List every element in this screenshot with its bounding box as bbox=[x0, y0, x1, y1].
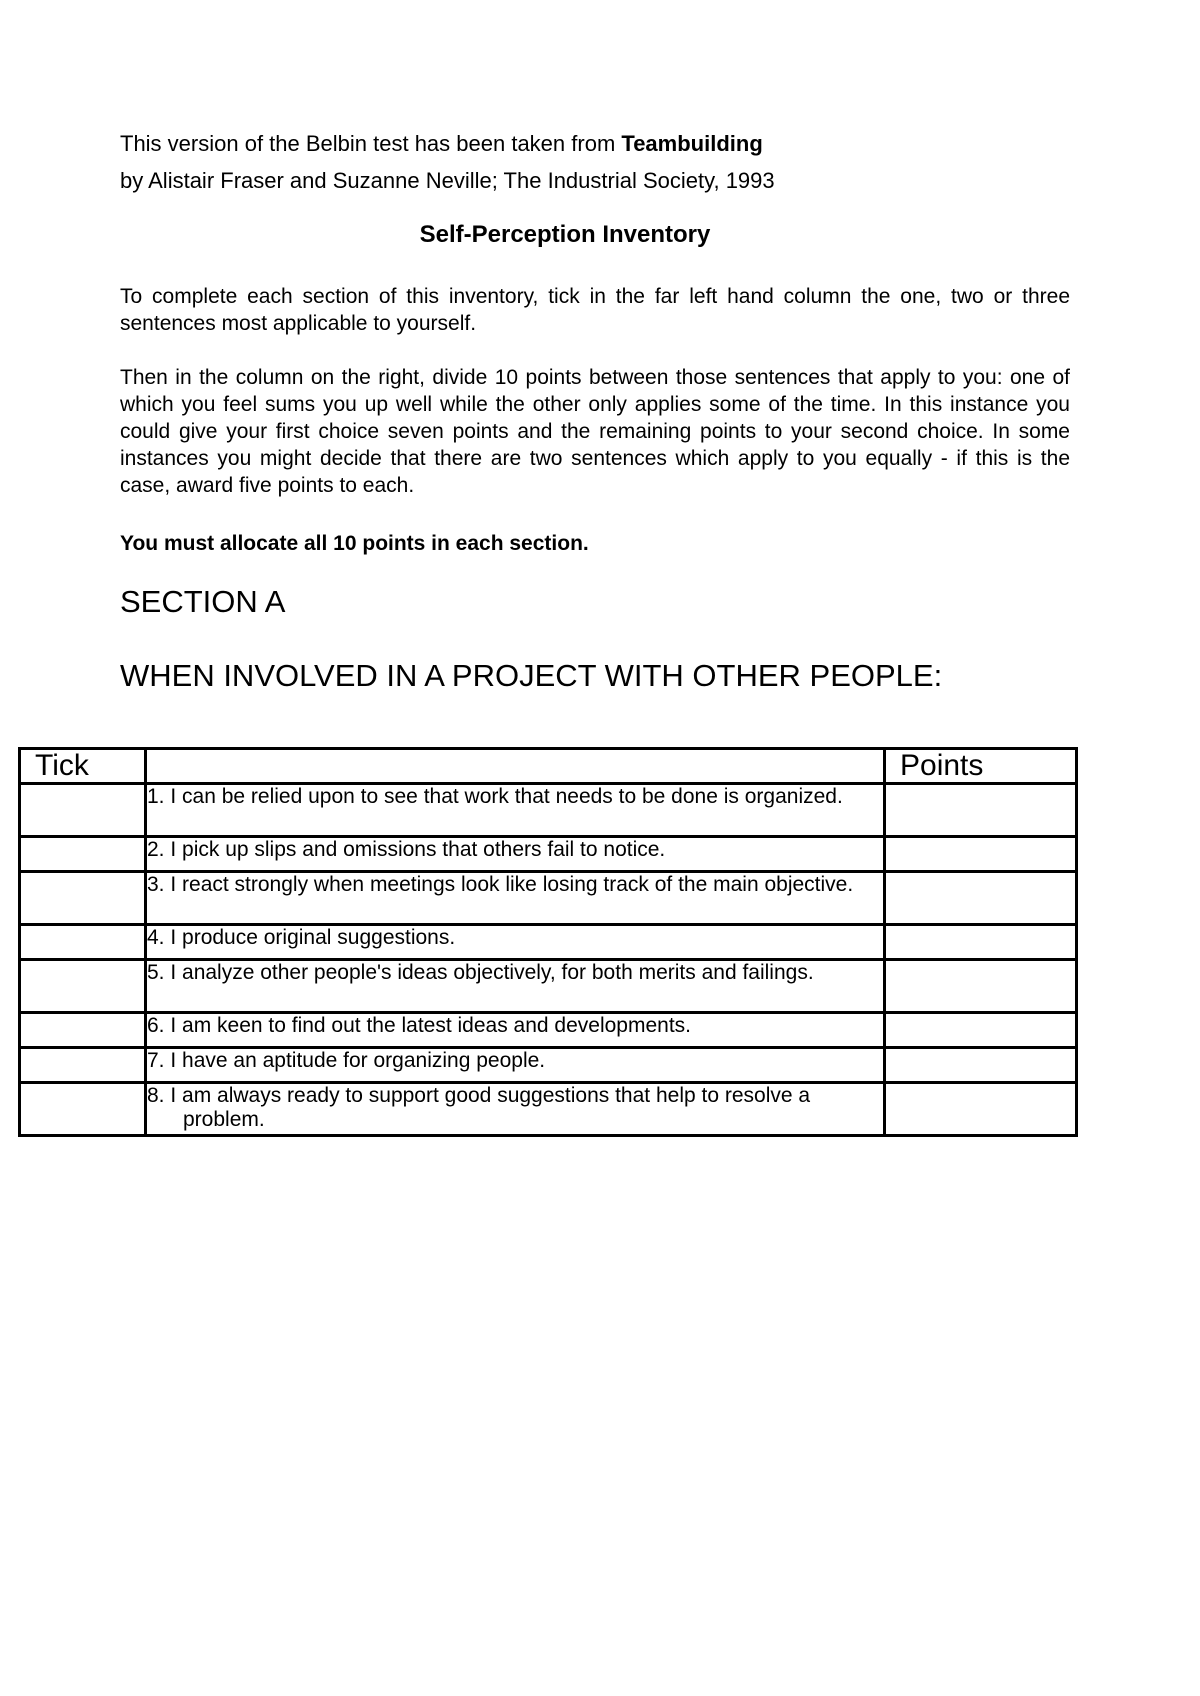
statement-cell bbox=[146, 837, 885, 872]
table-header-row bbox=[20, 749, 1077, 784]
points-cell[interactable] bbox=[885, 1083, 1077, 1136]
section-prompt: WHEN INVOLVED IN A PROJECT WITH OTHER PEOPLE: bbox=[120, 658, 943, 693]
source-authors: by Alistair Fraser and Suzanne Neville; The Industrial Society, 1993 bbox=[120, 168, 775, 193]
statement-text: 1. I can be relied upon to see that work that needs to be done is organized. bbox=[147, 785, 843, 808]
tick-column-header: Tick bbox=[20, 749, 146, 784]
statement-text: 3. I react strongly when meetings look like losing track of the main objective. bbox=[147, 873, 854, 896]
tick-cell[interactable] bbox=[20, 925, 146, 960]
tick-cell[interactable] bbox=[20, 1083, 146, 1136]
table-row bbox=[20, 1013, 1077, 1048]
inventory-table bbox=[18, 747, 1078, 1137]
instructions-paragraph-1: To complete each section of this inventory, tick in the far left hand column the one, two or three sentences most applicable to yourself. bbox=[120, 285, 1070, 335]
table-row bbox=[20, 1048, 1077, 1083]
statement-text: 8. I am always ready to support good suggestions that help to resolve a problem. bbox=[147, 1084, 811, 1131]
statement-cell bbox=[146, 872, 885, 925]
statement-cell bbox=[146, 1013, 885, 1048]
tick-cell[interactable] bbox=[20, 960, 146, 1013]
points-cell[interactable] bbox=[885, 1013, 1077, 1048]
tick-cell[interactable] bbox=[20, 837, 146, 872]
table-row bbox=[20, 872, 1077, 925]
statement-cell bbox=[146, 925, 885, 960]
points-cell[interactable] bbox=[885, 784, 1077, 837]
statement-text: 5. I analyze other people's ideas objectively, for both merits and failings. bbox=[147, 961, 814, 984]
table-row bbox=[20, 784, 1077, 837]
table-row bbox=[20, 925, 1077, 960]
page-title: Self-Perception Inventory bbox=[419, 221, 711, 248]
tick-cell[interactable] bbox=[20, 1013, 146, 1048]
points-cell[interactable] bbox=[885, 837, 1077, 872]
allocation-rule: You must allocate all 10 points in each section. bbox=[120, 532, 589, 555]
statement-text: 2. I pick up slips and omissions that others fail to notice. bbox=[147, 838, 666, 861]
points-cell[interactable] bbox=[885, 925, 1077, 960]
points-column-header: Points bbox=[885, 749, 1077, 784]
section-heading: SECTION A bbox=[120, 584, 286, 619]
statement-column-header bbox=[146, 749, 885, 784]
instructions-paragraph-2: Then in the column on the right, divide 10 points between those sentences that apply to you: one of which you feel sums you up well while the other only applies some of the time. In this instance you could give your first choice seven points and the remaining points to your second choice. In some instances you might decide that there are two sentences which apply to you equally - if this is the case, award five points to each. bbox=[120, 366, 1070, 497]
points-cell[interactable] bbox=[885, 1048, 1077, 1083]
statement-cell bbox=[146, 1048, 885, 1083]
statement-text: 4. I produce original suggestions. bbox=[147, 926, 456, 949]
source-line bbox=[120, 130, 763, 158]
table-row bbox=[20, 1083, 1077, 1136]
statement-text: 6. I am keen to find out the latest ideas and developments. bbox=[147, 1014, 692, 1037]
statement-cell bbox=[146, 784, 885, 837]
table-row bbox=[20, 837, 1077, 872]
source-prefix: This version of the Belbin test has been taken from bbox=[120, 131, 622, 156]
table-row bbox=[20, 960, 1077, 1013]
tick-cell[interactable] bbox=[20, 872, 146, 925]
source-book-title: Teambuilding bbox=[621, 131, 763, 156]
points-cell[interactable] bbox=[885, 872, 1077, 925]
tick-cell[interactable] bbox=[20, 1048, 146, 1083]
statement-text: 7. I have an aptitude for organizing people. bbox=[147, 1049, 546, 1072]
statement-cell bbox=[146, 960, 885, 1013]
points-cell[interactable] bbox=[885, 960, 1077, 1013]
statement-cell bbox=[146, 1083, 885, 1136]
tick-cell[interactable] bbox=[20, 784, 146, 837]
